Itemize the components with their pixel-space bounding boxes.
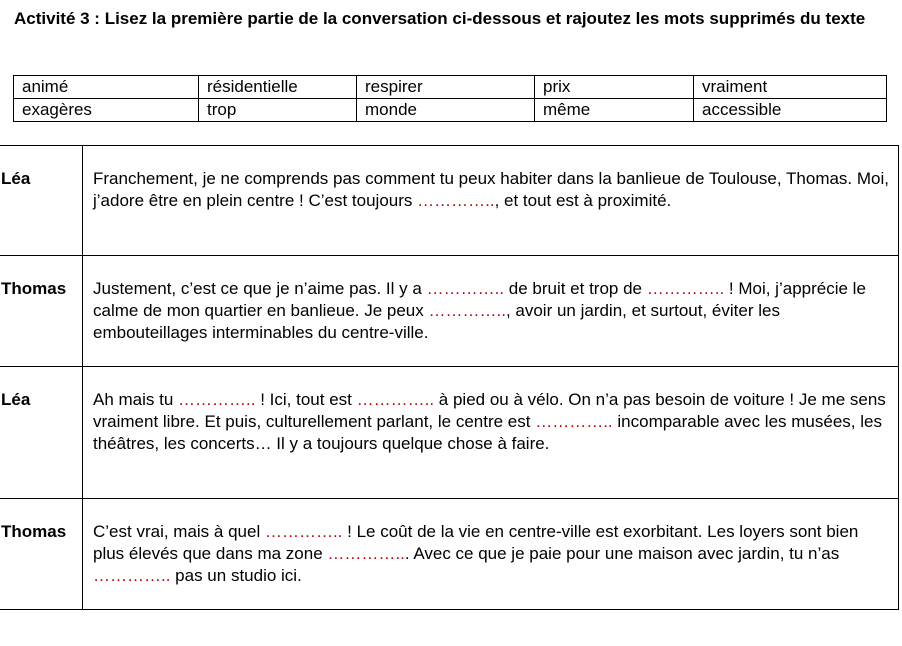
line-text: incomparable avec les musées, les théâtres, les concerts… Il y a toujours quelque chose à faire. xyxy=(93,412,882,453)
speaker-name: Thomas xyxy=(0,256,83,367)
dialogue-table xyxy=(0,145,899,610)
blank-gap: ………….. xyxy=(646,279,725,298)
speaker-name: Thomas xyxy=(0,499,83,610)
dialogue-row xyxy=(0,256,899,367)
word-bank-cell: animé xyxy=(14,76,199,99)
dialogue-line xyxy=(83,367,899,499)
blank-gap: ………….. xyxy=(428,301,506,320)
line-text: ! Ici, tout est xyxy=(255,390,357,409)
line-text: pas un studio ici. xyxy=(170,566,302,585)
line-text: , avoir un jardin, et surtout, éviter les embouteillages interminables du centre-ville. xyxy=(93,301,780,342)
blank-gap: ………….. xyxy=(535,412,613,431)
dialogue-row xyxy=(0,146,899,256)
line-text: ! Moi, j’apprécie le calme de mon quartier en banlieue. Je peux xyxy=(93,279,866,320)
line-text: Ah mais tu xyxy=(93,390,179,409)
word-bank-cell: trop xyxy=(199,99,357,122)
speaker-name: Léa xyxy=(0,146,83,256)
word-bank-table xyxy=(13,75,887,122)
word-bank-row xyxy=(14,99,887,122)
dialogue-row xyxy=(0,367,899,499)
line-text: , et tout est à proximité. xyxy=(494,191,672,210)
word-bank-row xyxy=(14,76,887,99)
word-bank-cell: vraiment xyxy=(694,76,887,99)
blank-gap: ………….. xyxy=(264,522,343,541)
word-bank-cell: même xyxy=(535,99,694,122)
speaker-name: Léa xyxy=(0,367,83,499)
blank-gap: ………….. xyxy=(178,390,256,409)
line-text: de bruit et trop de xyxy=(504,279,647,298)
line-text: C’est vrai, mais à quel xyxy=(93,522,265,541)
word-bank-cell: exagères xyxy=(14,99,199,122)
dialogue-line xyxy=(83,146,899,256)
line-text: ! Le coût de la vie en centre-ville est exorbitant. Les loyers sont bien plus élevés que dans ma zone xyxy=(93,522,859,563)
dialogue-row xyxy=(0,499,899,610)
dialogue-line xyxy=(83,256,899,367)
blank-gap: ………….. xyxy=(93,566,171,585)
activity-title: Activité 3 : Lisez la première partie de la conversation ci-dessous et rajoutez les mots supprimés du texte xyxy=(14,9,866,28)
line-text: . Avec ce que je paie pour une maison avec jardin, tu n’as xyxy=(404,544,840,563)
word-bank-cell: monde xyxy=(357,99,535,122)
line-text: Franchement, je ne comprends pas comment tu peux habiter dans la banlieue de Toulouse, Thomas. Moi, j’adore être en plein centre ! C’est toujours xyxy=(93,169,889,210)
blank-gap: ………….. xyxy=(327,544,405,563)
word-bank-cell: accessible xyxy=(694,99,887,122)
blank-gap: ………….. xyxy=(426,279,505,298)
word-bank-cell: résidentielle xyxy=(199,76,357,99)
line-text: Justement, c’est ce que je n’aime pas. Il y a xyxy=(93,279,427,298)
word-bank-cell: respirer xyxy=(357,76,535,99)
line-text: à pied ou à vélo. On n’a pas besoin de voiture ! Je me sens vraiment libre. Et puis, culturellement parlant, le centre est xyxy=(93,390,886,431)
blank-gap: ………….. xyxy=(417,191,495,210)
dialogue-line xyxy=(83,499,899,610)
word-bank-cell: prix xyxy=(535,76,694,99)
blank-gap: ………….. xyxy=(356,390,435,409)
